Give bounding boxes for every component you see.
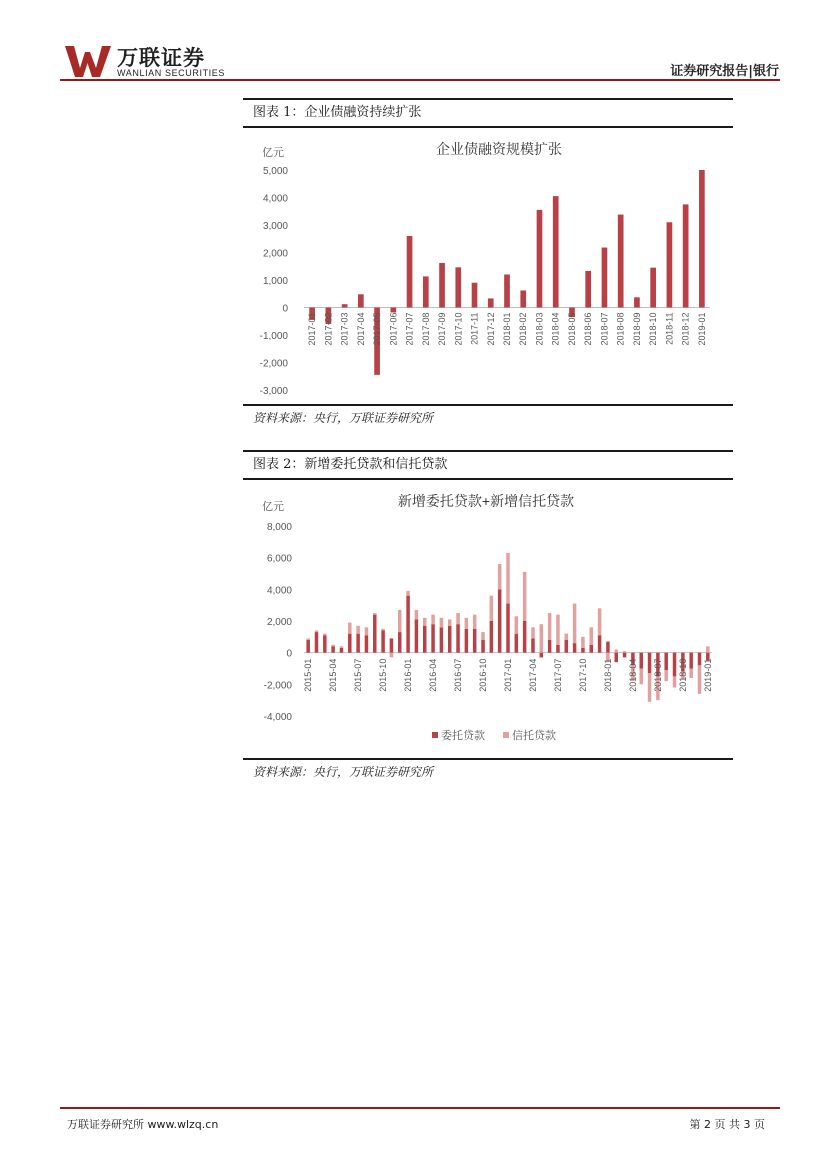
chart-2-bar-entrusted: [506, 604, 509, 653]
chart-2-bar-trust: [390, 653, 393, 658]
chart-2-bar-entrusted: [398, 632, 401, 653]
chart-2-bar-entrusted: [639, 653, 642, 669]
chart-2-bar-trust: [448, 619, 451, 625]
chart-2-bar-trust: [340, 646, 343, 648]
chart-1-x-tick: 2017-12: [485, 312, 496, 346]
chart-1-bar: [602, 248, 608, 308]
chart-1-x-tick: 2017-07: [404, 312, 415, 346]
chart-2-bar-entrusted: [456, 624, 459, 653]
chart-2-bar-entrusted: [356, 634, 359, 653]
chart-2-bar-trust: [398, 610, 401, 632]
chart-2-bar-entrusted: [348, 634, 351, 653]
chart-2-bar-entrusted: [473, 629, 476, 653]
page-number: 第 2 页 共 3 页: [689, 1118, 765, 1131]
chart-2-x-tick: 2016-07: [453, 658, 464, 692]
chart-2-bar-trust: [540, 624, 543, 653]
chart-2-bar-entrusted: [323, 635, 326, 652]
chart-2-y-tick: -4,000: [263, 712, 292, 723]
chart-2-bar-entrusted: [340, 648, 343, 653]
chart-2-bar-trust: [573, 604, 576, 644]
chart-2-x-tick: 2018-04: [627, 658, 638, 692]
chart-1-y-unit: 亿元: [262, 147, 284, 159]
chart-1-x-tick: 2017-08: [420, 312, 431, 346]
chart-1-bar: [520, 290, 526, 307]
chart-1-y-tick: -1,000: [259, 331, 288, 342]
chart-2-bar-trust: [673, 676, 676, 687]
chart-2-bar-entrusted: [556, 645, 559, 653]
chart-1-x-tick: 2018-11: [664, 312, 675, 345]
chart-2-bar-trust: [581, 637, 584, 648]
chart-1-y-tick: -3,000: [259, 386, 288, 397]
chart-1-x-tick: 2018-03: [534, 312, 545, 346]
chart-2-bar-trust: [706, 646, 709, 652]
figure-1-chart: [246, 132, 726, 404]
chart-1-bar: [407, 236, 413, 308]
chart-1-x-tick: 2017-01: [307, 312, 318, 346]
chart-2-bar-entrusted: [598, 635, 601, 652]
chart-2-bar-entrusted: [481, 640, 484, 653]
chart-2-bar-entrusted: [306, 640, 309, 653]
chart-2-x-tick: 2018-10: [677, 658, 688, 692]
chart-2-bar-trust: [348, 623, 351, 634]
chart-2-bar-entrusted: [448, 626, 451, 653]
chart-1-x-tick: 2017-02: [323, 312, 334, 346]
chart-2-x-tick: 2015-04: [328, 658, 339, 692]
chart-2-bar-trust: [456, 613, 459, 624]
chart-2-bar-entrusted: [523, 621, 526, 653]
chart-1-x-tick: 2017-03: [339, 312, 350, 346]
chart-1-bar: [488, 298, 494, 307]
chart-2-x-tick: 2017-04: [527, 658, 538, 692]
chart-1-title: 企业债融资规模扩张: [436, 141, 562, 157]
chart-2-bar-trust: [306, 638, 309, 640]
chart-2-bar-trust: [565, 634, 568, 640]
chart-2-bar-trust: [556, 615, 559, 645]
chart-1-bar: [634, 297, 640, 307]
chart-1-y-tick: 0: [282, 303, 288, 315]
chart-2-legend-swatch-trust: [503, 732, 509, 738]
footer-divider: [60, 1107, 780, 1109]
chart-1-bar: [699, 170, 705, 308]
chart-2-bar-entrusted: [606, 642, 609, 653]
chart-2-x-tick: 2019-01: [702, 658, 713, 692]
chart-2-bar-entrusted: [515, 634, 518, 653]
chart-1-bar: [358, 294, 364, 307]
chart-2-x-tick: 2018-07: [652, 658, 663, 692]
chart-1-y-tick: -2,000: [259, 358, 288, 370]
chart-2-bar-entrusted: [664, 653, 667, 670]
chart-1-y-tick: 4,000: [262, 193, 288, 205]
chart-1-bar: [537, 210, 543, 308]
chart-2-y-tick: 0: [286, 648, 292, 660]
figure-1-source: 资料来源：央行，万联证券研究所: [243, 404, 733, 430]
chart-2-bar-trust: [431, 615, 434, 625]
chart-2-bar-trust: [423, 618, 426, 626]
chart-2-x-tick: 2016-04: [428, 658, 439, 692]
chart-2-bar-entrusted: [573, 643, 576, 653]
chart-2-y-tick: 2,000: [266, 617, 292, 628]
chart-2-bar-entrusted: [648, 653, 651, 674]
chart-2-bar-trust: [506, 553, 509, 604]
chart-1-bar: [439, 263, 445, 308]
chart-2-bar-entrusted: [548, 640, 551, 653]
chart-2-y-tick: 8,000: [266, 522, 292, 533]
chart-1-y-tick: 5,000: [262, 166, 288, 177]
chart-2-legend-label-entrusted: 委托贷款: [441, 730, 485, 742]
chart-1-bar: [390, 308, 396, 313]
chart-2-bar-trust: [648, 673, 651, 702]
header-divider: [60, 79, 780, 81]
chart-2-bar-trust: [664, 670, 667, 681]
figure-1-caption: 图表 1：企业债融资持续扩张: [243, 98, 733, 128]
chart-1-x-tick: 2018-04: [550, 312, 561, 346]
chart-2-bar-entrusted: [623, 653, 626, 658]
chart-2-y-unit: 亿元: [262, 501, 284, 513]
chart-2-bar-entrusted: [465, 629, 468, 653]
chart-2-bar-trust: [373, 613, 376, 615]
chart-2-title: 新增委托贷款+新增信托贷款: [397, 493, 575, 509]
chart-2-bar-entrusted: [373, 615, 376, 653]
chart-1-x-tick: 2017-06: [388, 312, 399, 346]
chart-2-bar-entrusted: [431, 624, 434, 653]
chart-2-bar-entrusted: [689, 653, 692, 669]
chart-2-bar-entrusted: [440, 627, 443, 652]
chart-1-x-tick: 2018-06: [583, 312, 594, 346]
footer-company: 万联证券研究所 www.wlzq.cn: [67, 1118, 219, 1131]
chart-2-y-tick: 6,000: [266, 553, 292, 565]
chart-2-bar-trust: [689, 669, 692, 679]
chart-2-bar-trust: [465, 618, 468, 629]
figure-2-source: 资料来源：央行，万联证券研究所: [243, 758, 733, 784]
chart-2-bar-trust: [323, 634, 326, 636]
chart-2-bar-entrusted: [531, 638, 534, 652]
chart-2-bar-trust: [440, 618, 443, 628]
chart-2-bar-trust: [498, 564, 501, 589]
chart-2-bar-entrusted: [698, 653, 701, 666]
chart-1-bar: [553, 196, 559, 307]
chart-2-bar-trust: [698, 665, 701, 694]
chart-2-bar-entrusted: [673, 653, 676, 677]
chart-1-bar: [618, 215, 624, 308]
chart-2-bar-trust: [481, 632, 484, 640]
chart-2-x-tick: 2017-10: [577, 658, 588, 692]
chart-2-bar-trust: [515, 616, 518, 633]
chart-2-bar-entrusted: [390, 638, 393, 652]
chart-2-bar-trust: [614, 650, 617, 653]
chart-1-bar: [423, 276, 429, 307]
chart-2-legend-label-trust: 信托贷款: [512, 730, 556, 742]
chart-1-x-tick: 2018-02: [518, 312, 529, 346]
chart-2-bar-entrusted: [540, 653, 543, 658]
logo-chinese-name: 万联证券: [117, 46, 205, 70]
chart-2-bar-entrusted: [490, 621, 493, 653]
figure-2-chart: [246, 484, 726, 758]
chart-1-x-tick: 2017-05: [372, 312, 383, 346]
chart-1-y-tick: 1,000: [262, 276, 288, 287]
chart-2-bar-trust: [639, 669, 642, 685]
chart-1-x-tick: 2017-11: [469, 312, 480, 345]
chart-2-bar-trust: [548, 613, 551, 640]
chart-2-x-tick: 2015-01: [303, 658, 314, 692]
chart-2-bar-entrusted: [331, 646, 334, 652]
chart-1-x-tick: 2018-09: [631, 312, 642, 346]
chart-2-x-tick: 2015-10: [378, 658, 389, 692]
chart-2-bar-trust: [590, 627, 593, 644]
chart-2-bar-entrusted: [365, 635, 368, 652]
company-logo: [63, 44, 238, 78]
chart-2-bar-trust: [331, 645, 334, 647]
chart-2-bar-entrusted: [381, 631, 384, 653]
chart-1-bar: [585, 271, 591, 308]
chart-2-x-tick: 2016-01: [403, 658, 414, 692]
chart-2-bar-entrusted: [590, 645, 593, 653]
chart-1-bar: [455, 267, 461, 307]
chart-1-x-tick: 2019-01: [696, 312, 707, 346]
chart-2-y-tick: -2,000: [263, 680, 292, 692]
chart-2-bar-trust: [406, 591, 409, 596]
chart-2-bar-entrusted: [498, 589, 501, 652]
chart-2-bar-entrusted: [614, 653, 617, 663]
chart-2-bar-trust: [315, 631, 318, 633]
chart-1-x-tick: 2018-08: [615, 312, 626, 346]
chart-2-x-tick: 2017-07: [552, 658, 563, 692]
chart-2-bar-trust: [415, 610, 418, 619]
report-type: 证券研究报告|银行: [670, 64, 779, 79]
chart-2-bar-trust: [381, 629, 384, 631]
logo-english-name: WANLIAN SECURITIES: [117, 68, 225, 78]
chart-1-x-tick: 2018-12: [680, 312, 691, 346]
chart-1-x-tick: 2018-07: [599, 312, 610, 346]
chart-2-bar-trust: [623, 651, 626, 653]
chart-1-bar: [683, 204, 689, 307]
chart-2-bar-entrusted: [415, 619, 418, 652]
chart-1-x-tick: 2017-09: [437, 312, 448, 346]
chart-1-bar: [342, 304, 348, 307]
chart-2-x-tick: 2015-07: [353, 658, 364, 692]
chart-2-bar-entrusted: [315, 632, 318, 653]
chart-2-bar-trust: [490, 596, 493, 621]
chart-2-bar-trust: [523, 572, 526, 621]
chart-1-bar: [504, 275, 510, 308]
chart-1-x-tick: 2018-10: [648, 312, 659, 346]
chart-2-bar-entrusted: [565, 640, 568, 653]
chart-2-bar-trust: [598, 608, 601, 635]
chart-1-bar: [667, 222, 673, 307]
chart-2-bar-entrusted: [423, 626, 426, 653]
figure-2-caption: 图表 2：新增委托贷款和信托贷款: [243, 450, 733, 480]
chart-1-x-tick: 2017-10: [453, 312, 464, 346]
chart-2-bar-trust: [531, 627, 534, 638]
chart-2-bar-entrusted: [406, 596, 409, 653]
chart-2-x-tick: 2017-01: [503, 658, 513, 692]
chart-2-x-tick: 2016-10: [478, 658, 489, 692]
chart-2-bar-entrusted: [581, 648, 584, 653]
chart-1-bar: [472, 283, 478, 308]
chart-2-bar-trust: [473, 615, 476, 629]
chart-1-x-tick: 2018-05: [566, 312, 577, 346]
chart-2-y-tick: 4,000: [266, 585, 292, 597]
chart-1-y-tick: 2,000: [262, 248, 288, 260]
wanlian-logo-icon: [63, 44, 113, 78]
chart-1-x-tick: 2017-04: [355, 312, 366, 346]
chart-1-x-tick: 2018-01: [502, 312, 512, 346]
chart-2-bar-trust: [365, 627, 368, 635]
chart-2-legend-swatch-entrusted: [432, 732, 438, 738]
chart-2-x-tick: 2018-01: [602, 658, 613, 692]
chart-1-y-tick: 3,000: [262, 221, 288, 232]
chart-1-bar: [650, 268, 656, 308]
chart-2-bar-trust: [356, 626, 359, 634]
